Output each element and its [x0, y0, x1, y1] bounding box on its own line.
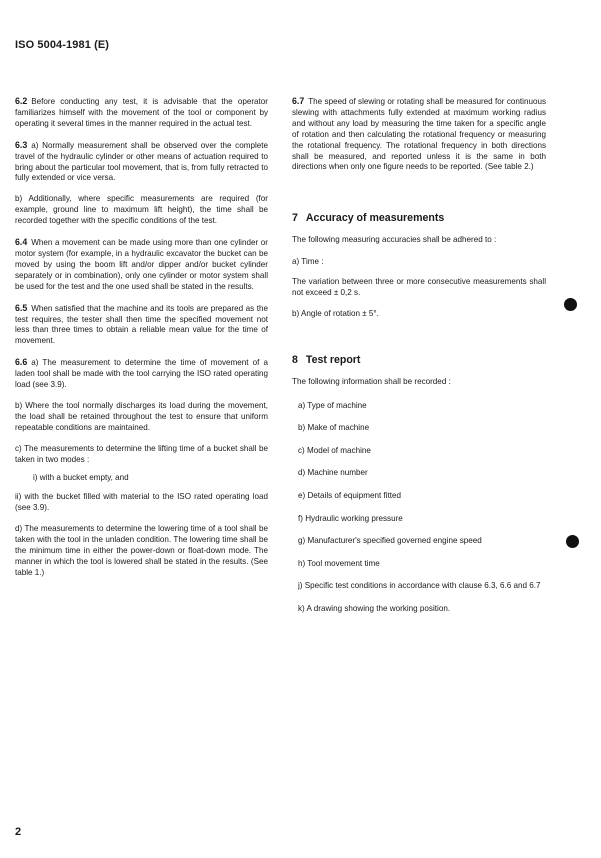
paragraph-6-5 — [15, 303, 268, 348]
test-report-list — [292, 401, 546, 615]
paragraph-6-3a — [15, 140, 268, 185]
clause-text: When a movement can be made using more than one cylinder or motor system (for example, in a hydraulic excavator the bucket can be moved by using the boom lift and/or dipper and/or bucket cylinder separately or in combination), only one cylinder or motor system shall be used for the test and the one used shall be stated in the results. — [15, 238, 268, 291]
section-number: 8 — [292, 353, 298, 366]
paragraph-6-4 — [15, 237, 268, 293]
page-number: 2 — [15, 826, 22, 838]
clause-text: The speed of slewing or rotating shall be measured for continuous slewing with attachments fully extended at maximum working radius and without any load by measuring the time taken for a specific angle of rotation and then calculating the rotational frequency or measuring the rotational frequency. The rotational frequency in both directions shall be measured, and reported unless it is the same in both directions when only one figure needs to be reported. (See table 2.) — [292, 97, 546, 172]
paragraph-6-7 — [292, 96, 546, 173]
document-id: ISO 5004-1981 (E) — [15, 39, 110, 51]
list-item: e) Details of equipment fitted — [298, 490, 402, 500]
paragraph-6-6c: c) The measurements to determine the lifting time of a bucket shall be taken in two modes : — [15, 443, 268, 464]
clause-text: Before conducting any test, it is advisable that the operator familiarizes himself with the movement of the tool or component by operating it several times in the manner required in the actual test. — [15, 97, 268, 128]
list-item: j) Specific test conditions in accordance with clause 6.3, 6.6 and 6.7 — [298, 581, 541, 591]
clause-text: a) The measurement to determine the time of movement of a laden tool shall be made with the tool carrying the ISO rated operating load (see 3.9). — [15, 358, 268, 390]
section-8-intro: The following information shall be recorded : — [292, 376, 451, 386]
section-7-intro: The following measuring accuracies shall be adhered to : — [292, 235, 497, 245]
paragraph-6-3b: b) Additionally, where specific measurements are required (for example, ground line to maximum lift height), the time shall be recorded together with the specific conditions of the test. — [15, 194, 268, 226]
right-column — [292, 96, 546, 627]
section-title: Accuracy of measurements — [305, 212, 445, 225]
accuracy-item-b: b) Angle of rotation ± 5°. — [292, 308, 379, 318]
clause-number: 6.4 — [15, 237, 28, 248]
section-7-heading — [292, 213, 546, 224]
margin-change-mark — [564, 298, 577, 311]
list-item: g) Manufacturer's specified governed engine speed — [298, 536, 482, 546]
clause-number: 6.7 — [292, 96, 305, 106]
clause-number: 6.2 — [15, 96, 28, 106]
list-item: f) Hydraulic working pressure — [298, 513, 403, 523]
paragraph-6-6c-i: i) with a bucket empty, and — [33, 473, 129, 483]
paragraph-6-6d: d) The measurements to determine the lowering time of a tool shall be taken with the tool in the unladen condition. The lowering time shall be the minimum time in either the power-down or float-down mode. The manner in which the tool is lowered shall be stated in the results. (See table 1.) — [15, 524, 268, 577]
section-title: Test report — [305, 353, 361, 366]
paragraph-6-2 — [15, 96, 268, 130]
accuracy-item-a-text: The variation between three or more consecutive measurements shall not exceed ± 0,2 s. — [292, 277, 546, 297]
list-item: c) Model of machine — [298, 445, 371, 455]
section-number: 7 — [292, 212, 298, 225]
clause-number: 6.6 — [15, 357, 28, 368]
accuracy-item-a: a) Time : — [292, 257, 324, 267]
paragraph-6-6b: b) Where the tool normally discharges its load during the movement, the load shall be retained throughout the test to ensure that uniform repeatable conditions are maintained. — [15, 400, 268, 432]
section-8-heading — [292, 355, 546, 366]
list-item: h) Tool movement time — [298, 558, 380, 568]
paragraph-6-6c-ii: ii) with the bucket filled with material to the ISO rated operating load (see 3.9). — [15, 492, 268, 513]
clause-text: a) Normally measurement shall be observed over the complete travel of the hydraulic cylinder or other means of actuation required to bring about the particular tool movement, that is, from fully retracted to fully extended or vice versa. — [15, 140, 268, 183]
margin-change-mark — [566, 535, 579, 548]
left-column — [15, 96, 268, 579]
paragraph-6-6a — [15, 357, 268, 391]
list-item: b) Make of machine — [298, 423, 370, 433]
list-item: d) Machine number — [298, 468, 368, 478]
clause-number: 6.3 — [15, 139, 28, 150]
clause-number: 6.5 — [15, 302, 28, 313]
list-item: a) Type of machine — [298, 400, 367, 410]
list-item: k) A drawing showing the working position. — [298, 603, 451, 613]
clause-text: When satisfied that the machine and its tools are prepared as the test requires, the tester shall then time the specified movement not less than three times to obtain a reliable mean value for the time of movement. — [15, 303, 268, 346]
